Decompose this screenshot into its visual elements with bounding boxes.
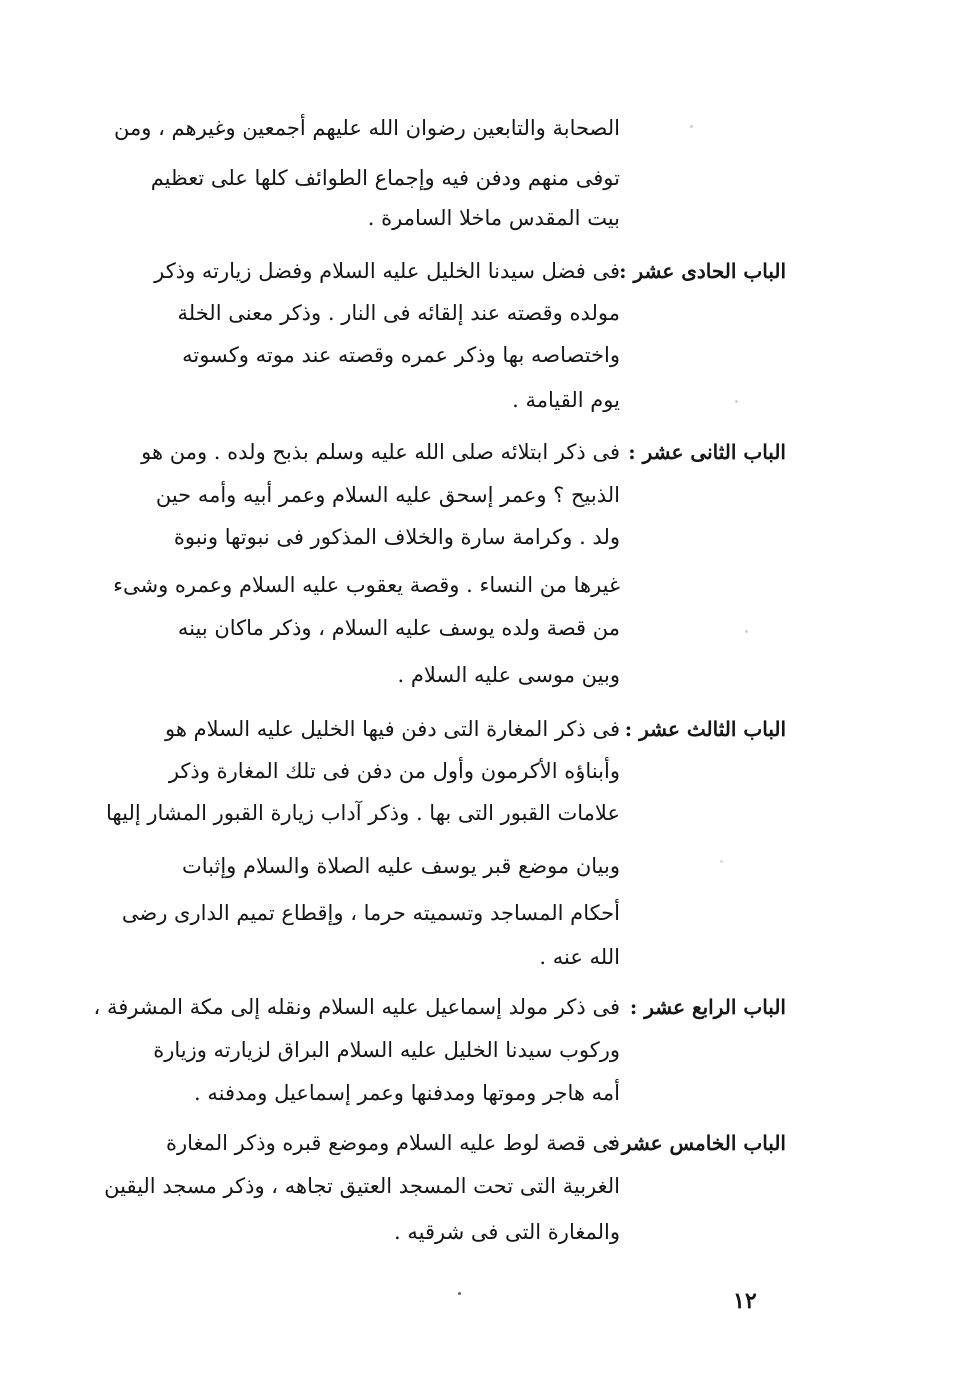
page-number: ١٢: [733, 1288, 757, 1314]
intro-line: الصحابة والتابعين رضوان الله عليهم أجمعين وغيرهم ، ومن: [114, 116, 620, 140]
chapter-line: وبين موسى عليه السلام .: [397, 663, 620, 687]
chapter-line: أمه هاجر وموتها ومدفنها وعمر إسماعيل ومدفنه .: [194, 1081, 620, 1105]
chapter-line: والمغارة التى فى شرقيه .: [394, 1220, 620, 1244]
chapter-line: ولد . وكرامة سارة والخلاف المذكور فى نبوتها ونبوة: [173, 525, 620, 549]
intro-line: توفى منهم ودفن فيه وإجماع الطوائف كلها على تعظيم: [150, 166, 620, 190]
scan-speck: [458, 1292, 461, 1295]
chapter-line: غيرها من النساء . وقصة يعقوب عليه السلام وعمره وشىء: [113, 573, 620, 597]
chapter-line: وركوب سيدنا الخليل عليه السلام البراق لزيارته وزيارة: [153, 1038, 620, 1062]
chapter-heading-11: الباب الحادى عشر :: [619, 259, 786, 283]
chapter-line: واختصاصه بها وذكر عمره وقصته عند موته وكسوته: [182, 343, 620, 367]
chapter-line: فى قصة لوط عليه السلام وموضع قبره وذكر المغارة: [165, 1131, 620, 1155]
chapter-line: يوم القيامة .: [512, 388, 620, 412]
chapter-line: فى ذكر مولد إسماعيل عليه السلام ونقله إلى مكة المشرفة ،: [93, 995, 620, 1019]
chapter-line: فى ذكر المغارة التى دفن فيها الخليل عليه السلام هو: [165, 717, 620, 741]
chapter-heading-15: الباب الخامس عشر :: [607, 1131, 786, 1155]
chapter-line: وبيان موضع قبر يوسف عليه الصلاة والسلام وإثبات: [182, 854, 620, 878]
chapter-line: فى فضل سيدنا الخليل عليه السلام وفضل زيارته وذكر: [154, 259, 620, 283]
chapter-line: وأبناؤه الأكرمون وأول من دفن فى تلك المغارة وذكر: [168, 759, 620, 783]
scan-speck: [735, 400, 738, 403]
chapter-line: الغربية التى تحت المسجد العتيق تجاهه ، وذكر مسجد اليقين: [104, 1174, 620, 1198]
chapter-line: مولده وقصته عند إلقائه فى النار . وذكر معنى الخلة: [177, 301, 620, 325]
chapter-line: علامات القبور التى بها . وذكر آداب زيارة القبور المشار إليها: [106, 801, 620, 825]
scan-speck: [690, 125, 693, 128]
intro-line: بيت المقدس ماخلا السامرة .: [367, 206, 620, 230]
chapter-heading-14: الباب الرابع عشر :: [629, 995, 786, 1019]
chapter-line: الذبيح ؟ وعمر إسحق عليه السلام وعمر أبيه وأمه حين: [155, 483, 620, 507]
chapter-line: الله عنه .: [539, 945, 620, 969]
chapter-line: فى ذكر ابتلائه صلى الله عليه وسلم بذبح ولده . ومن هو: [141, 440, 620, 464]
chapter-heading-12: الباب الثانى عشر :: [628, 440, 786, 464]
chapter-line: من قصة ولده يوسف عليه السلام ، وذكر ماكان بينه: [177, 616, 620, 640]
chapter-heading-13: الباب الثالث عشر :: [624, 717, 786, 741]
scan-speck: [720, 860, 723, 863]
scan-speck: [745, 630, 748, 633]
chapter-line: أحكام المساجد وتسميته حرما ، وإقطاع تميم الدارى رضى: [121, 901, 620, 925]
